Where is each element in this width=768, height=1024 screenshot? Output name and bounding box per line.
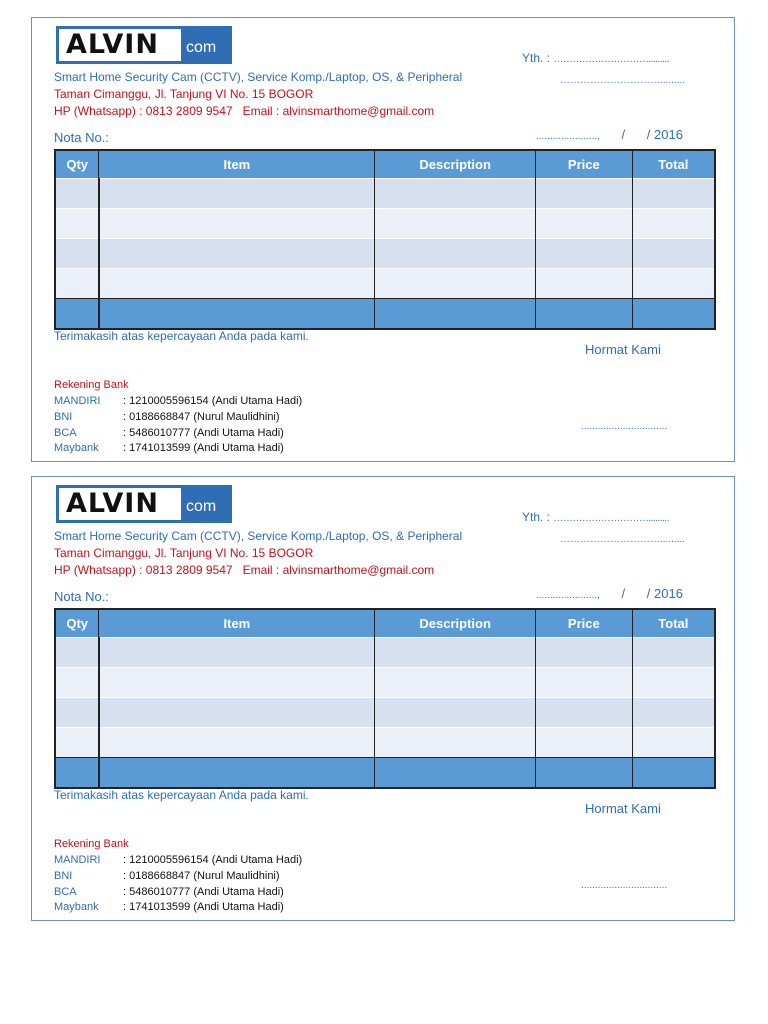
- item-cell[interactable]: [99, 668, 375, 698]
- bank-row: [54, 870, 280, 882]
- header-price: Price: [535, 609, 632, 638]
- bank-account: : 1210005596154 (Andi Utama Hadi): [123, 395, 303, 407]
- footer-cell: [535, 299, 632, 330]
- footer-cell: [535, 758, 632, 789]
- total-cell[interactable]: [632, 269, 715, 299]
- description-cell[interactable]: [375, 638, 536, 668]
- table-row: [55, 638, 715, 668]
- bank-title: Rekening Bank: [54, 379, 129, 391]
- header-item: Item: [99, 150, 375, 179]
- bank-title: Rekening Bank: [54, 838, 129, 850]
- footer-cell: [55, 299, 99, 330]
- bank-row: [54, 854, 302, 866]
- table-row: [55, 239, 715, 269]
- description-cell[interactable]: [375, 209, 536, 239]
- bank-name: BCA: [54, 886, 77, 898]
- item-cell[interactable]: [99, 269, 375, 299]
- header-qty: Qty: [55, 150, 99, 179]
- address: Taman Cimanggu, Jl. Tanjung VI No. 15 BOGOR: [54, 546, 314, 560]
- item-cell[interactable]: [99, 638, 375, 668]
- bank-account: : 1741013599 (Andi Utama Hadi): [123, 442, 284, 454]
- date-field: [536, 127, 683, 142]
- table-header-row: [55, 150, 715, 179]
- table-row: [55, 728, 715, 758]
- header-description: Description: [375, 609, 536, 638]
- yth-dots: ………………………….........: [553, 513, 669, 524]
- date-slash: /: [621, 586, 626, 601]
- description-cell[interactable]: [375, 239, 536, 269]
- table-footer-row: [55, 758, 715, 789]
- footer-cell: [99, 299, 375, 330]
- bank-row: [54, 901, 284, 913]
- bank-row: [54, 442, 284, 454]
- footer-cell: [375, 299, 536, 330]
- price-cell[interactable]: [535, 269, 632, 299]
- bank-row: [54, 427, 284, 439]
- price-cell[interactable]: [535, 668, 632, 698]
- table-row: [55, 668, 715, 698]
- date-field: [536, 586, 683, 601]
- table-row: [55, 209, 715, 239]
- header-item: Item: [99, 609, 375, 638]
- bank-name: Maybank: [54, 901, 99, 913]
- bank-name: BNI: [54, 411, 73, 423]
- date-year: / 2016: [646, 586, 683, 601]
- logo-suffix: com: [186, 39, 217, 56]
- tagline: Smart Home Security Cam (CCTV), Service Komp./Laptop, OS, & Peripheral: [54, 529, 463, 543]
- description-cell[interactable]: [375, 728, 536, 758]
- qty-cell[interactable]: [55, 638, 99, 668]
- yth-dots-line2: ………………………….........: [560, 75, 686, 86]
- yth-dots-line2: ………………………….........: [560, 534, 686, 545]
- bank-row: [54, 886, 284, 898]
- thanks-note: Terimakasih atas kepercayaan Anda pada kami.: [54, 788, 309, 802]
- bank-account: : 1741013599 (Andi Utama Hadi): [123, 901, 284, 913]
- grand-total-cell[interactable]: [632, 299, 715, 330]
- nota-number-label: Nota No.:: [54, 589, 109, 604]
- logo-name: ALVIN: [59, 488, 181, 520]
- date-year: / 2016: [646, 127, 683, 142]
- table-header-row: [55, 609, 715, 638]
- header-description: Description: [375, 150, 536, 179]
- header-total: Total: [632, 150, 715, 179]
- receipt-1: [31, 17, 735, 462]
- total-cell[interactable]: [632, 728, 715, 758]
- footer-cell: [99, 758, 375, 789]
- bank-account: : 0188668847 (Nurul Maulidhini): [123, 870, 280, 882]
- description-cell[interactable]: [375, 269, 536, 299]
- thanks-note: Terimakasih atas kepercayaan Anda pada kami.: [54, 329, 309, 343]
- bank-name: Maybank: [54, 442, 99, 454]
- alvin-logo: [56, 26, 232, 64]
- bank-account: : 5486010777 (Andi Utama Hadi): [123, 427, 284, 439]
- alvin-logo: [56, 485, 232, 523]
- grand-total-cell[interactable]: [632, 758, 715, 789]
- contact-line: HP (Whatsapp) : 0813 2809 9547 Email : alvinsmarthome@gmail.com: [54, 104, 435, 118]
- yth-label: Yth. :: [522, 510, 551, 524]
- table-row: [55, 269, 715, 299]
- item-cell[interactable]: [99, 179, 375, 209]
- price-cell[interactable]: [535, 728, 632, 758]
- date-dots: ......................,: [536, 590, 600, 601]
- bank-row: [54, 395, 302, 407]
- receipt-2: [31, 476, 735, 921]
- items-table: [54, 149, 716, 330]
- bank-account: : 0188668847 (Nurul Maulidhini): [123, 411, 280, 423]
- table-row: [55, 698, 715, 728]
- bank-name: MANDIRI: [54, 395, 101, 407]
- yth-field: [522, 510, 669, 524]
- tagline: Smart Home Security Cam (CCTV), Service Komp./Laptop, OS, & Peripheral: [54, 70, 463, 84]
- hormat-kami: Hormat Kami: [585, 801, 661, 816]
- table-footer-row: [55, 299, 715, 330]
- total-cell[interactable]: [632, 209, 715, 239]
- header-price: Price: [535, 150, 632, 179]
- item-cell[interactable]: [99, 239, 375, 269]
- date-slash: /: [621, 127, 626, 142]
- description-cell[interactable]: [375, 698, 536, 728]
- bank-name: BNI: [54, 870, 73, 882]
- bank-name: BCA: [54, 427, 77, 439]
- nota-number-label: Nota No.:: [54, 130, 109, 145]
- hormat-kami: Hormat Kami: [585, 342, 661, 357]
- signature-line: ...............................: [581, 421, 668, 432]
- qty-cell[interactable]: [55, 239, 99, 269]
- footer-cell: [55, 758, 99, 789]
- yth-label: Yth. :: [522, 51, 551, 65]
- bank-name: MANDIRI: [54, 854, 101, 866]
- yth-field: [522, 51, 669, 65]
- qty-cell[interactable]: [55, 668, 99, 698]
- price-cell[interactable]: [535, 638, 632, 668]
- total-cell[interactable]: [632, 179, 715, 209]
- logo-suffix: com: [186, 498, 217, 515]
- item-cell[interactable]: [99, 698, 375, 728]
- total-cell[interactable]: [632, 638, 715, 668]
- qty-cell[interactable]: [55, 728, 99, 758]
- address: Taman Cimanggu, Jl. Tanjung VI No. 15 BOGOR: [54, 87, 314, 101]
- price-cell[interactable]: [535, 698, 632, 728]
- header-total: Total: [632, 609, 715, 638]
- qty-cell[interactable]: [55, 209, 99, 239]
- signature-line: ...............................: [581, 880, 668, 891]
- price-cell[interactable]: [535, 209, 632, 239]
- yth-dots: ………………………….........: [553, 54, 669, 65]
- qty-cell[interactable]: [55, 269, 99, 299]
- contact-line: HP (Whatsapp) : 0813 2809 9547 Email : alvinsmarthome@gmail.com: [54, 563, 435, 577]
- qty-cell[interactable]: [55, 179, 99, 209]
- description-cell[interactable]: [375, 668, 536, 698]
- date-dots: ......................,: [536, 131, 600, 142]
- item-cell[interactable]: [99, 728, 375, 758]
- footer-cell: [375, 758, 536, 789]
- bank-account: : 1210005596154 (Andi Utama Hadi): [123, 854, 303, 866]
- item-cell[interactable]: [99, 209, 375, 239]
- items-table: [54, 608, 716, 789]
- price-cell[interactable]: [535, 179, 632, 209]
- header-qty: Qty: [55, 609, 99, 638]
- bank-row: [54, 411, 280, 423]
- total-cell[interactable]: [632, 698, 715, 728]
- table-row: [55, 179, 715, 209]
- bank-account: : 5486010777 (Andi Utama Hadi): [123, 886, 284, 898]
- price-cell[interactable]: [535, 239, 632, 269]
- logo-name: ALVIN: [59, 29, 181, 61]
- description-cell[interactable]: [375, 179, 536, 209]
- total-cell[interactable]: [632, 668, 715, 698]
- qty-cell[interactable]: [55, 698, 99, 728]
- total-cell[interactable]: [632, 239, 715, 269]
